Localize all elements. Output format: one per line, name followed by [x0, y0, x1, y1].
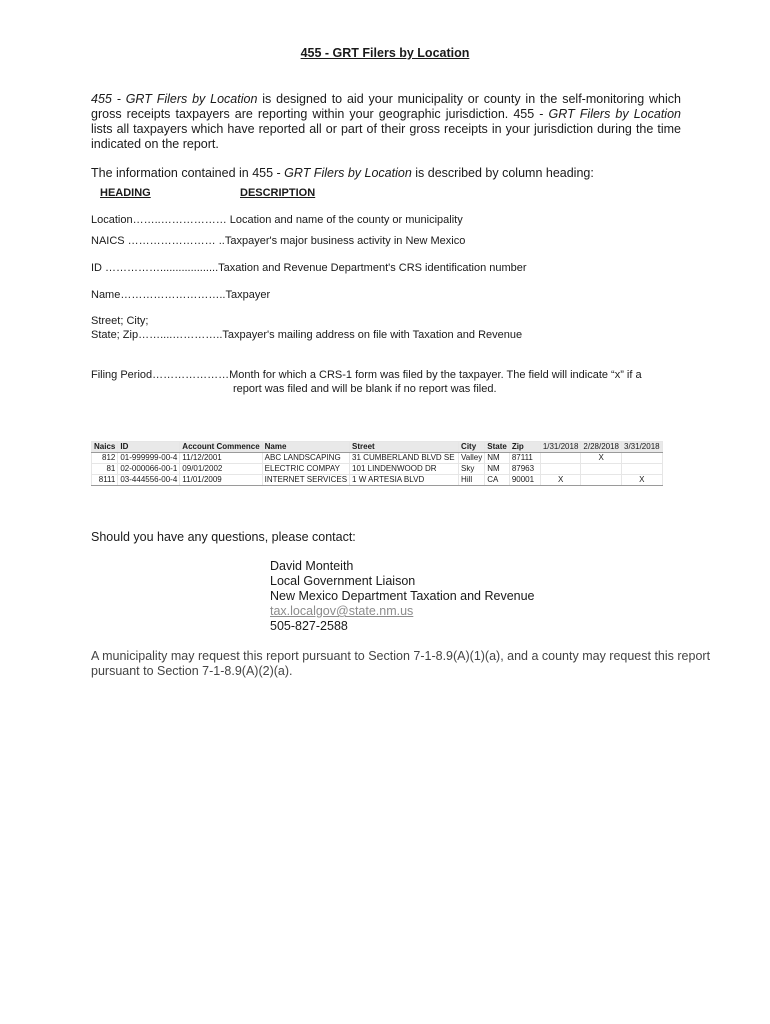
info-line-italic: GRT Filers by Location	[284, 166, 412, 180]
info-line	[91, 166, 594, 180]
contact-block	[270, 559, 535, 634]
document-title: 455 - GRT Filers by Location	[300, 46, 470, 60]
table-row	[92, 453, 663, 464]
table-cell: X	[581, 453, 622, 464]
table-cell: 31 CUMBERLAND BLVD SE	[350, 453, 459, 464]
table-cell: 01-999999-00-4	[118, 453, 180, 464]
table-cell: 81	[92, 464, 118, 475]
description-label: DESCRIPTION	[240, 187, 316, 199]
report-name-italic-2: GRT Filers by Location	[548, 107, 681, 121]
table-row	[92, 464, 663, 475]
definition-location: Location……..……………… Location and name of the county or municipality	[91, 214, 463, 226]
contact-role: Local Government Liaison	[270, 574, 416, 588]
info-line-suffix: is described by column heading:	[411, 166, 594, 180]
table-cell	[581, 464, 622, 475]
table-header-cell: Street	[350, 442, 459, 453]
table-header-cell: 1/31/2018	[540, 442, 581, 453]
closing-paragraph: A municipality may request this report pursuant to Section 7-1-8.9(A)(1)(a), and a county may request this report pursuant to Section 7-1-8.9(A)(2)(a).	[91, 649, 711, 678]
table-cell: 02-000066-00-1	[118, 464, 180, 475]
table-header-cell: Account Commence	[180, 442, 262, 453]
table-header-cell: Zip	[509, 442, 540, 453]
table-cell: NM	[485, 464, 510, 475]
table-cell: Valley	[459, 453, 485, 464]
report-name-italic: 455 - GRT Filers by Location	[91, 92, 258, 106]
table-cell: 11/01/2009	[180, 475, 262, 486]
definition-street-city: Street; City;	[91, 315, 149, 327]
table-cell: 1 W ARTESIA BLVD	[350, 475, 459, 486]
table-cell	[622, 464, 663, 475]
table-cell	[622, 453, 663, 464]
definition-name: Name………………………..Taxpayer	[91, 289, 271, 301]
table-cell	[581, 475, 622, 486]
contact-phone: 505-827-2588	[270, 619, 348, 633]
table-cell: 8111	[92, 475, 118, 486]
table-cell: ABC LANDSCAPING	[262, 453, 349, 464]
table-cell: INTERNET SERVICES	[262, 475, 349, 486]
table-cell: NM	[485, 453, 510, 464]
table-header-cell: Name	[262, 442, 349, 453]
table-row	[92, 475, 663, 486]
sample-report-table	[91, 441, 663, 486]
intro-text-2: lists all taxpayers which have reported all or part of their gross receipts in your jurisdiction during the time indicated on the report.	[91, 122, 681, 151]
intro-paragraph	[91, 92, 681, 152]
table-cell: X	[540, 475, 581, 486]
table-cell	[540, 453, 581, 464]
table-cell: 11/12/2001	[180, 453, 262, 464]
definition-filing-period: Filing Period…………………Month for which a CRS-1 form was filed by the taxpayer. The field will indicate “x” if a report was filed and will be blank if no report was filed.	[91, 369, 642, 395]
contact-intro: Should you have any questions, please contact:	[91, 530, 356, 544]
definition-id: ID ……………...................Taxation and Revenue Department's CRS identification number	[91, 262, 527, 274]
intro-text-1: is designed to aid your municipality or county in the self-monitoring which gross receipts taxpayers are reporting within your geographic jurisdiction. 455 -	[91, 92, 681, 121]
contact-email-link[interactable]: tax.localgov@state.nm.us	[270, 604, 414, 618]
table-header-row	[92, 442, 663, 453]
table-header-cell: City	[459, 442, 485, 453]
table-cell: 812	[92, 453, 118, 464]
contact-organization: New Mexico Department Taxation and Revenue	[270, 589, 535, 603]
definition-naics: NAICS …………………… ..Taxpayer's major business activity in New Mexico	[91, 235, 466, 247]
table-cell: 90001	[509, 475, 540, 486]
table-cell: 87963	[509, 464, 540, 475]
table-cell: ELECTRIC COMPAY	[262, 464, 349, 475]
table-cell: X	[622, 475, 663, 486]
table-header-cell: 2/28/2018	[581, 442, 622, 453]
table-cell: Hill	[459, 475, 485, 486]
table-cell: 87111	[509, 453, 540, 464]
table-cell: 03-444556-00-4	[118, 475, 180, 486]
contact-name: David Monteith	[270, 559, 354, 573]
table-header-cell: State	[485, 442, 510, 453]
table-cell: Sky	[459, 464, 485, 475]
table-cell: 09/01/2002	[180, 464, 262, 475]
definition-state-zip: State; Zip……....…………..Taxpayer's mailing address on file with Taxation and Revenue	[91, 329, 523, 341]
table-header-cell: Naics	[92, 442, 118, 453]
table-cell	[540, 464, 581, 475]
table-header-cell: 3/31/2018	[622, 442, 663, 453]
heading-label: HEADING	[100, 187, 151, 199]
table-cell: 101 LINDENWOOD DR	[350, 464, 459, 475]
info-line-prefix: The information contained in 455 -	[91, 166, 285, 180]
table-header-cell: ID	[118, 442, 180, 453]
table-cell: CA	[485, 475, 510, 486]
